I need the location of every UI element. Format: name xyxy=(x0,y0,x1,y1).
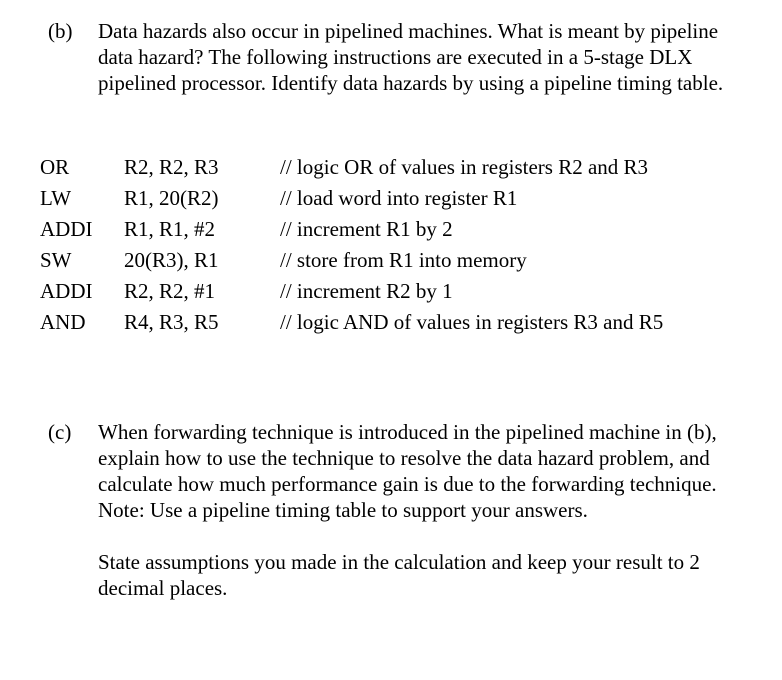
instruction-listing xyxy=(40,152,663,338)
paragraph-spacer xyxy=(98,523,738,549)
instruction-row xyxy=(40,183,663,214)
instruction-operands: R1, 20(R2) xyxy=(124,186,219,210)
question-b-text-block xyxy=(98,18,738,96)
instruction-comment: // store from R1 into memory xyxy=(280,248,527,272)
question-c-assumptions: State assumptions you made in the calculation and keep your result to 2 decimal places. xyxy=(98,550,700,600)
instruction-comment: // logic OR of values in registers R2 and R3 xyxy=(280,155,649,179)
instruction-row xyxy=(40,307,663,338)
instruction-operands: R2, R2, #1 xyxy=(124,279,216,303)
instruction-operands: R1, R1, #2 xyxy=(124,217,216,241)
instruction-row xyxy=(40,214,663,245)
question-c-label: (c) xyxy=(48,420,72,444)
instruction-opcode: OR xyxy=(40,155,70,179)
instruction-comment: // load word into register R1 xyxy=(280,186,518,210)
question-b-label: (b) xyxy=(48,19,73,43)
instruction-opcode: ADDI xyxy=(40,279,93,303)
question-c-note: Note: Use a pipeline timing table to support your answers. xyxy=(98,498,588,522)
instruction-operands: R2, R2, R3 xyxy=(124,155,219,179)
instruction-opcode: SW xyxy=(40,248,72,272)
question-c-text-block xyxy=(98,419,738,601)
instruction-comment: // logic AND of values in registers R3 and R5 xyxy=(280,310,664,334)
instruction-opcode: ADDI xyxy=(40,217,93,241)
instruction-comment: // increment R1 by 2 xyxy=(280,217,453,241)
instruction-opcode: AND xyxy=(40,310,86,334)
instruction-operands: 20(R3), R1 xyxy=(124,248,219,272)
instruction-row xyxy=(40,245,663,276)
instruction-opcode: LW xyxy=(40,186,72,210)
question-b-text: Data hazards also occur in pipelined machines. What is meant by pipeline data hazard? The following instructions are executed in a 5-stage DLX pipelined processor. Identify data hazards by using a pipeline timing table. xyxy=(98,19,724,95)
instruction-row xyxy=(40,152,663,183)
question-c-text: When forwarding technique is introduced in the pipelined machine in (b), explain how to use the technique to resolve the data hazard problem, and calculate how much performance gain is due to the forwarding technique. xyxy=(98,420,717,496)
instruction-comment: // increment R2 by 1 xyxy=(280,279,453,303)
instruction-operands: R4, R3, R5 xyxy=(124,310,219,334)
instruction-row xyxy=(40,276,663,307)
